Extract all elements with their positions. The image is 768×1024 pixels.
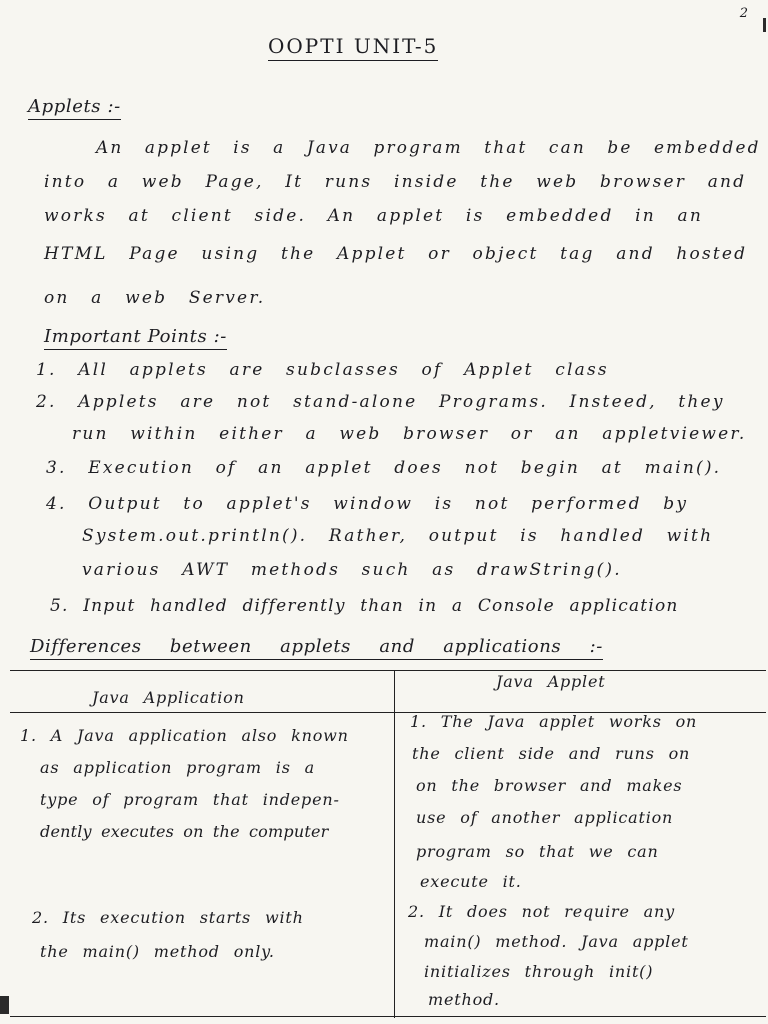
application-line-4: dently executes on the computer [40, 822, 329, 841]
applet-line-7: 2. It does not require any [408, 902, 675, 921]
table-bottom-border [10, 1016, 766, 1017]
point-line-4: 3. Execution of an applet does not begin at main(). [46, 458, 722, 478]
applet-line-1: 1. The Java applet works on [410, 712, 698, 731]
application-line-2: as application program is a [40, 758, 315, 777]
point-line-3: run within either a web browser or an appletviewer. [72, 424, 747, 444]
applets-heading: Applets :- [28, 96, 121, 120]
applet-line-6: execute it. [420, 872, 522, 891]
applet-line-3: on the browser and makes [416, 776, 683, 795]
point-line-1: 1. All applets are subclasses of Applet class [36, 360, 609, 380]
applets-line-3: works at client side. An applet is embedded in an [44, 206, 703, 226]
page-title: OOPTI UNIT-5 [268, 34, 438, 61]
applets-line-5: on a web Server. [44, 288, 266, 308]
point-line-2: 2. Applets are not stand-alone Programs. Insteed, they [36, 392, 725, 412]
page-number: 2 [739, 6, 748, 21]
application-line-1: 1. A Java application also known [20, 726, 349, 745]
application-line-3: type of program that indepen- [40, 790, 340, 809]
column-header-java-applet: Java Applet [496, 672, 606, 691]
differences-heading: Differences between applets and applications :- [30, 636, 603, 660]
corner-scan-mark [763, 18, 766, 32]
applet-line-9: initializes through init() [424, 962, 654, 981]
applet-line-10: method. [428, 990, 500, 1009]
point-line-6: System.out.println(). Rather, output is handled with [82, 526, 714, 546]
point-line-5: 4. Output to applet's window is not performed by [46, 494, 689, 514]
applet-line-2: the client side and runs on [412, 744, 691, 763]
applet-line-5: program so that we can [416, 842, 659, 861]
binding-edge-mark [0, 996, 9, 1014]
table-column-divider [394, 670, 395, 1018]
applets-line-4: HTML Page using the Applet or object tag and hosted [44, 244, 748, 264]
application-line-5: 2. Its execution starts with [32, 908, 304, 927]
important-points-heading: Important Points :- [44, 326, 227, 350]
applets-line-1: An applet is a Java program that can be embedded [96, 138, 761, 158]
application-line-6: the main() method only. [40, 942, 275, 961]
point-line-7: various AWT methods such as drawString(). [82, 560, 622, 580]
applet-line-4: use of another application [416, 808, 674, 827]
point-line-8: 5. Input handled differently than in a Console application [50, 596, 679, 616]
column-header-java-application: Java Application [92, 688, 245, 707]
table-top-border [10, 670, 766, 671]
applets-line-2: into a web Page, It runs inside the web browser and [44, 172, 747, 192]
applet-line-8: main() method. Java applet [424, 932, 689, 951]
